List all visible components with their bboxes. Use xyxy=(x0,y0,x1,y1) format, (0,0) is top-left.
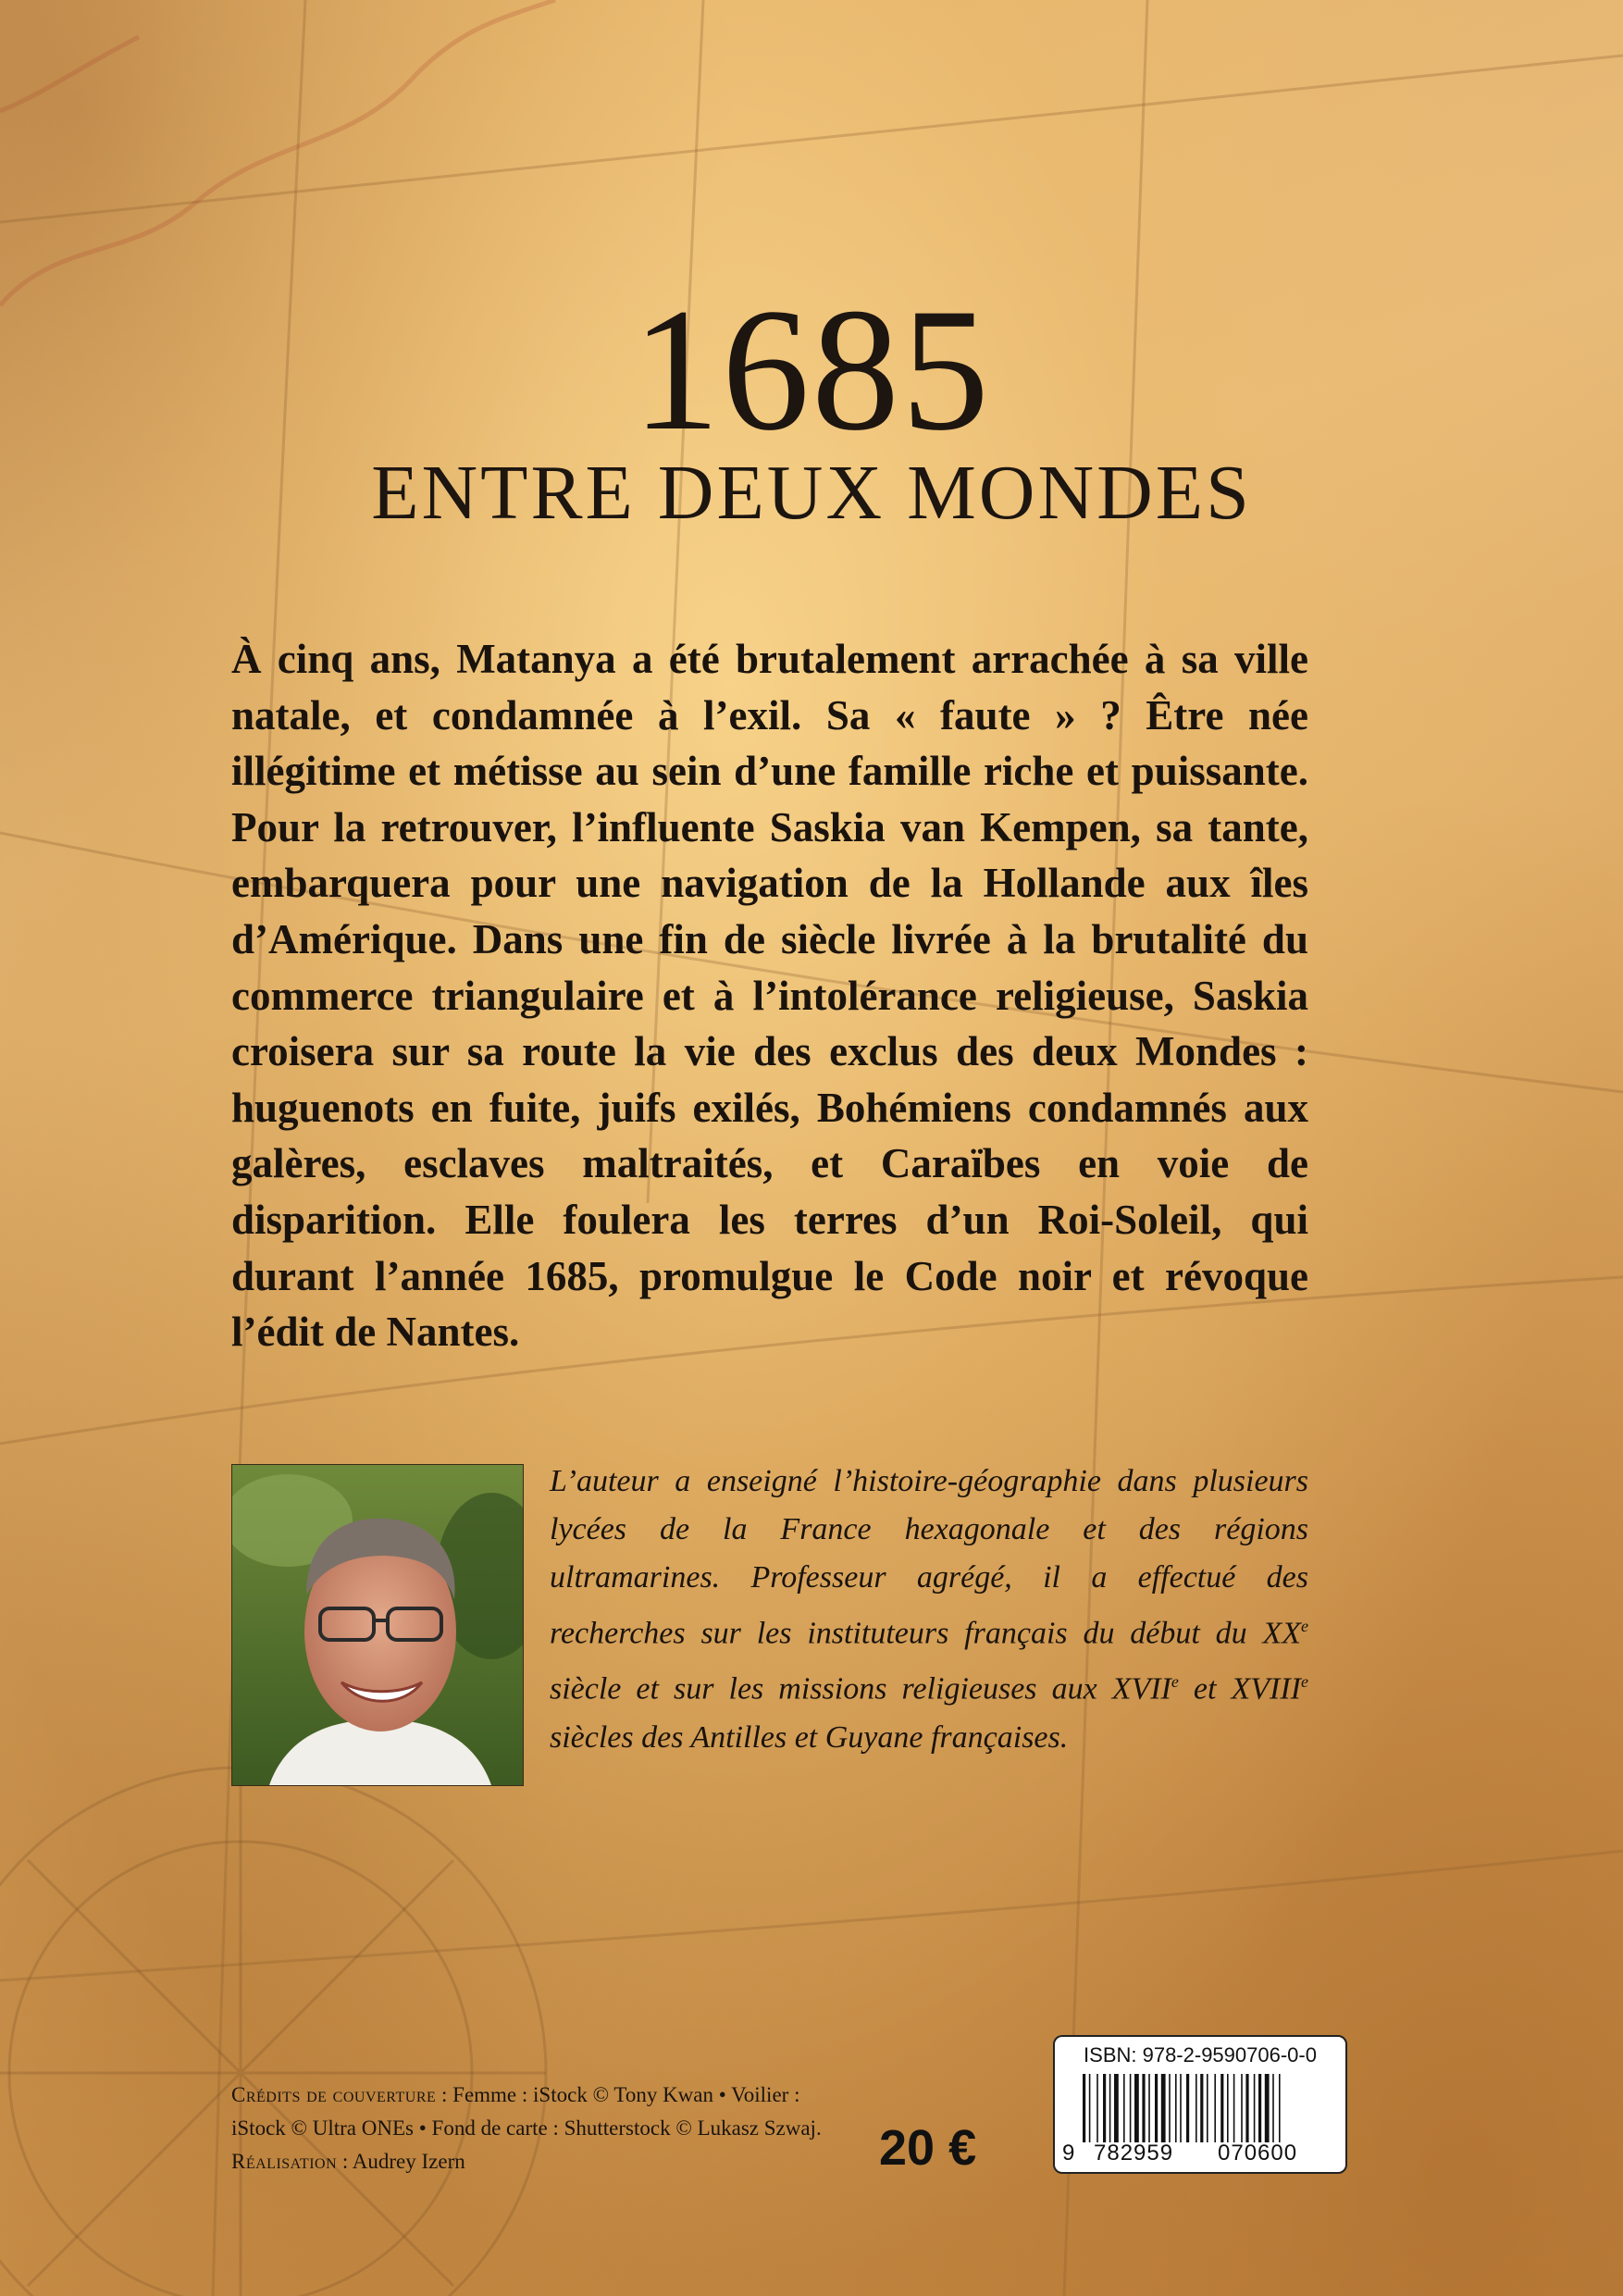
barcode-bar xyxy=(1233,2074,1235,2142)
author-photo xyxy=(231,1464,524,1786)
barcode-bar xyxy=(1096,2074,1098,2142)
barcode-bar xyxy=(1155,2074,1158,2142)
barcode-bar xyxy=(1265,2074,1270,2142)
barcode-bar xyxy=(1083,2074,1085,2142)
barcode-bar xyxy=(1148,2074,1150,2142)
barcode-bar xyxy=(1207,2074,1208,2142)
barcode-bar xyxy=(1279,2074,1281,2142)
title-year: 1685 xyxy=(632,273,991,467)
barcode-bar xyxy=(1089,2074,1091,2142)
barcode-bar xyxy=(1258,2074,1261,2142)
barcode-bar xyxy=(1175,2074,1177,2142)
barcode-bar xyxy=(1196,2074,1197,2142)
barcode-bar xyxy=(1134,2074,1139,2142)
barcode-bar xyxy=(1114,2074,1119,2142)
barcode-first-digit: 9 xyxy=(1062,2141,1076,2166)
barcode-bar xyxy=(1220,2074,1223,2142)
barcode-bar xyxy=(1180,2074,1182,2142)
barcode-bar xyxy=(1142,2074,1145,2142)
barcode xyxy=(1083,2074,1325,2146)
barcode-bar xyxy=(1186,2074,1189,2142)
credits-label: Crédits de couverture xyxy=(231,2083,437,2106)
production-label: Réalisation xyxy=(231,2150,338,2173)
barcode-bar xyxy=(1123,2074,1125,2142)
barcode-bar xyxy=(1130,2074,1132,2142)
barcode-bar xyxy=(1109,2074,1111,2142)
barcode-bar xyxy=(1161,2074,1166,2142)
barcode-bar xyxy=(1227,2074,1229,2142)
barcode-right-group: 070600 xyxy=(1218,2141,1298,2166)
barcode-left-group: 782959 xyxy=(1094,2141,1174,2166)
barcode-bar xyxy=(1214,2074,1216,2142)
barcode-bar xyxy=(1241,2074,1243,2142)
barcode-bar xyxy=(1272,2074,1274,2142)
cover-credits: Crédits de couverture : Femme : iStock © Tony Kwan • Voilier : iStock © Ultra ONEs • Fond de carte : Shutterstock © Lukasz Szwaj. Réalisation : Audrey Izern xyxy=(231,2083,822,2173)
barcode-bar xyxy=(1245,2074,1248,2142)
barcode-bar xyxy=(1254,2074,1256,2142)
title-subtitle: ENTRE DEUX MONDES xyxy=(371,450,1252,536)
barcode-bar xyxy=(1169,2074,1171,2142)
synopsis-text: À cinq ans, Matanya a été brutalement arrachée à sa ville natale, et condamnée à l’exil. Sa « faute » ? Être née illégitime et métisse au sein d’une famille riche et puissante. Pour la retrouver, l’influente Saskia van Kempen, sa tante, embarquera pour une navigation de la Hollande aux îles d’Amérique. Dans une fin de siècle livrée à la brutalité du commerce triangulaire et à l’intolérance religieuse, Saskia croisera sur sa route la vie des exclus des deux Mondes : huguenots en fuite, juifs exilés, Bohémiens condamnés aux galères, esclaves maltraités, et Caraïbes en voie de disparition. Elle foulera les terres d’un Roi-Soleil, qui durant l’année 1685, promulgue le Code noir et révoque l’édit de Nantes. xyxy=(231,636,1308,1356)
barcode-digits xyxy=(1055,2139,1345,2168)
isbn-label: ISBN: 978-2-9590706-0-0 xyxy=(1084,2043,1317,2066)
author-bio: L’auteur a enseigné l’histoire-géographie dans plusieurs lycées de la France hexagonale et des régions ultramarines. Professeur agrégé, il a effectué des recherches sur les instituteurs français du début du XXe siècle et sur les missions religieuses aux XVIIe et XVIIIe siècles des Antilles et Guyane françaises. xyxy=(550,1464,1309,1755)
isbn-barcode-box xyxy=(1053,2035,1347,2174)
barcode-bar xyxy=(1200,2074,1203,2142)
price: 20 € xyxy=(879,2120,977,2176)
barcode-bar xyxy=(1103,2074,1106,2142)
